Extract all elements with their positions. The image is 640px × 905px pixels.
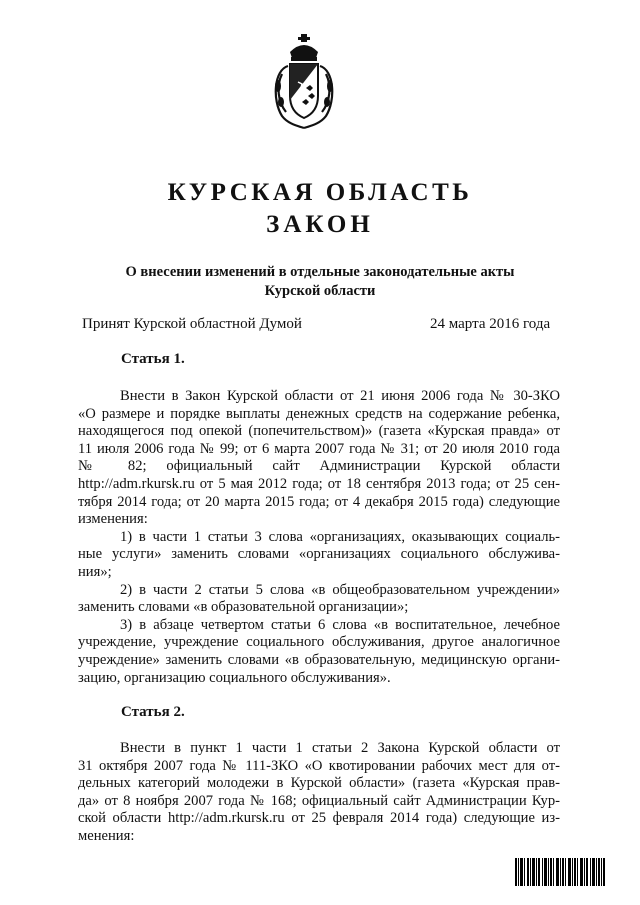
document-type-title: ЗАКОН	[266, 211, 374, 238]
text-line: ные услуги» заменить словами «организациях социального обслужива-	[78, 546, 560, 563]
law-heading-line-1: О внесении изменений в отдельные законодательные акты	[125, 264, 515, 280]
text-line: 2) в части 2 статьи 5 слова «в общеобразовательном учреждении»	[120, 581, 560, 598]
article-2-title: Статья 2.	[121, 704, 185, 720]
adoption-date: 24 марта 2016 года	[430, 316, 551, 332]
text-line: зацию, организацию социального обслуживания».	[78, 669, 391, 686]
text-line: «О размере и порядке выплаты денежных средств на содержание ребенка,	[78, 405, 560, 422]
law-heading	[90, 263, 550, 301]
text-line: Внести в пункт 1 части 1 статьи 2 Закона Курской области от	[120, 740, 560, 756]
article-1-body	[78, 388, 560, 687]
text-line: Внести в Закон Курской области от 21 июня 2006 года № 30-ЗКО	[120, 388, 560, 404]
text-line: № 82; официальный сайт Администрации Курской области	[78, 458, 560, 475]
text-line: менения:	[78, 827, 135, 844]
text-line: учреждение, учреждение социального обслуживания, другое аналогичное	[78, 634, 560, 651]
text-line: ской области http://adm.rkursk.ru от 25 февраля 2014 года) следующие из-	[78, 810, 560, 827]
article-2-body	[78, 740, 560, 846]
coat-of-arms-emblem	[268, 30, 340, 130]
text-line: находящегося под опекой (попечительством)» (газета «Курская правда» от	[78, 423, 560, 440]
barcode	[515, 858, 605, 886]
text-line: дельных категорий молодежи в Курской области» (газета «Курская прав-	[78, 775, 560, 792]
text-line: 31 октября 2007 года № 111-ЗКО «О квотировании рабочих мест для от-	[78, 757, 560, 774]
text-line: 3) в абзаце четвертом статьи 6 слова «в воспитательное, лечебное	[120, 616, 560, 633]
text-line: тября 2014 года; от 20 марта 2015 года; от 4 декабря 2015 года) следующие	[78, 493, 560, 510]
text-line: 11 июля 2006 года № 99; от 6 марта 2007 года № 31; от 20 июля 2010 года	[78, 440, 560, 457]
article-1-title: Статья 1.	[121, 351, 185, 367]
text-line: ния»;	[78, 563, 112, 580]
text-line: заменить словами «в образовательной организации»;	[78, 599, 409, 616]
text-line: учреждение» заменить словами «в образовательную, медицинскую органи-	[78, 651, 560, 668]
text-line: изменения:	[78, 511, 148, 528]
text-line: http://adm.rkursk.ru от 5 мая 2012 года; от 18 сентября 2013 года; от 25 сен-	[78, 475, 560, 492]
region-title: КУРСКАЯ ОБЛАСТЬ	[167, 179, 473, 206]
text-line: да» от 8 ноября 2007 года № 168; официальный сайт Администрации Кур-	[78, 792, 560, 809]
text-line: 1) в части 1 статьи 3 слова «организациях, оказывающих социаль-	[120, 528, 560, 545]
law-heading-line-2: Курской области	[264, 283, 376, 299]
adopted-by: Принят Курской областной Думой	[82, 316, 302, 332]
